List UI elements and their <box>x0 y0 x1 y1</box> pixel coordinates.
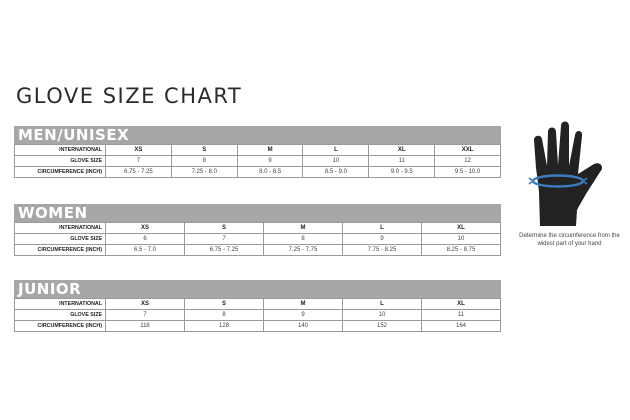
table-row <box>15 310 501 321</box>
table-cell: 9 <box>237 156 303 167</box>
section-men-unisex <box>14 126 501 178</box>
table-cell: XL <box>369 145 435 156</box>
section-title: MEN/UNISEX <box>14 126 501 144</box>
row-label-glove-size: GLOVE SIZE <box>15 156 106 167</box>
table-cell: 6.5 - 7.0 <box>106 245 185 256</box>
table-row <box>15 156 501 167</box>
row-label-international: INTERNATIONAL <box>15 145 106 156</box>
table-cell: 6.75 - 7.25 <box>106 167 172 178</box>
table-cell: 8 <box>264 234 343 245</box>
table-cell: 12 <box>435 156 501 167</box>
table-cell: 10 <box>343 310 422 321</box>
table-cell: S <box>171 145 237 156</box>
section-title: JUNIOR <box>14 280 501 298</box>
table-row <box>15 167 501 178</box>
table-cell: 8.5 - 9.0 <box>303 167 369 178</box>
row-label-glove-size: GLOVE SIZE <box>15 234 106 245</box>
table-row <box>15 299 501 310</box>
table-cell: M <box>264 299 343 310</box>
table-cell: L <box>343 299 422 310</box>
table-cell: 8 <box>185 310 264 321</box>
table-cell: L <box>343 223 422 234</box>
table-cell: 152 <box>343 321 422 332</box>
table-cell: 7.25 - 7.75 <box>264 245 343 256</box>
measuring-tape-icon <box>520 118 620 230</box>
table-cell: S <box>185 223 264 234</box>
table-cell: 6.75 - 7.25 <box>185 245 264 256</box>
measurement-caption: Determine the circumference from the widest part of your hand <box>519 233 620 247</box>
table-cell: 128 <box>185 321 264 332</box>
section-title: WOMEN <box>14 204 501 222</box>
table-cell: 7 <box>185 234 264 245</box>
table-cell: 11 <box>422 310 501 321</box>
table-row <box>15 245 501 256</box>
table-cell: 9 <box>264 310 343 321</box>
hand-illustration <box>520 118 620 230</box>
row-label-international: INTERNATIONAL <box>15 223 106 234</box>
table-cell: M <box>237 145 303 156</box>
table-cell: 9 <box>343 234 422 245</box>
table-cell: 6 <box>106 234 185 245</box>
table-cell: 116 <box>106 321 185 332</box>
table-row <box>15 223 501 234</box>
table-cell: XL <box>422 299 501 310</box>
table-row <box>15 234 501 245</box>
row-label-circumference: CIRCUMFERENCE (INCH) <box>15 321 106 332</box>
row-label-circumference: CIRCUMFERENCE (INCH) <box>15 167 106 178</box>
table-cell: 8.25 - 8.75 <box>422 245 501 256</box>
table-cell: 7.25 - 8.0 <box>171 167 237 178</box>
row-label-glove-size: GLOVE SIZE <box>15 310 106 321</box>
row-label-circumference: CIRCUMFERENCE (INCH) <box>15 245 106 256</box>
row-label-international: INTERNATIONAL <box>15 299 106 310</box>
table-cell: S <box>185 299 264 310</box>
table-cell: 164 <box>422 321 501 332</box>
table-cell: 140 <box>264 321 343 332</box>
table-cell: 8.0 - 8.5 <box>237 167 303 178</box>
table-cell: 7 <box>106 156 172 167</box>
size-table <box>14 144 501 178</box>
table-cell: XS <box>106 223 185 234</box>
table-cell: XS <box>106 299 185 310</box>
size-table <box>14 298 501 332</box>
table-cell: 11 <box>369 156 435 167</box>
table-cell: XL <box>422 223 501 234</box>
table-row <box>15 145 501 156</box>
table-cell: 10 <box>422 234 501 245</box>
table-cell: 9.5 - 10.0 <box>435 167 501 178</box>
table-cell: 9.0 - 9.5 <box>369 167 435 178</box>
section-women <box>14 204 501 256</box>
page-title: GLOVE SIZE CHART <box>16 84 243 108</box>
table-cell: 7.75 - 8.25 <box>343 245 422 256</box>
table-cell: L <box>303 145 369 156</box>
table-cell: XXL <box>435 145 501 156</box>
table-cell: 7 <box>106 310 185 321</box>
section-junior <box>14 280 501 332</box>
table-cell: 10 <box>303 156 369 167</box>
table-cell: XS <box>106 145 172 156</box>
table-row <box>15 321 501 332</box>
table-cell: 8 <box>171 156 237 167</box>
table-cell: M <box>264 223 343 234</box>
size-table <box>14 222 501 256</box>
